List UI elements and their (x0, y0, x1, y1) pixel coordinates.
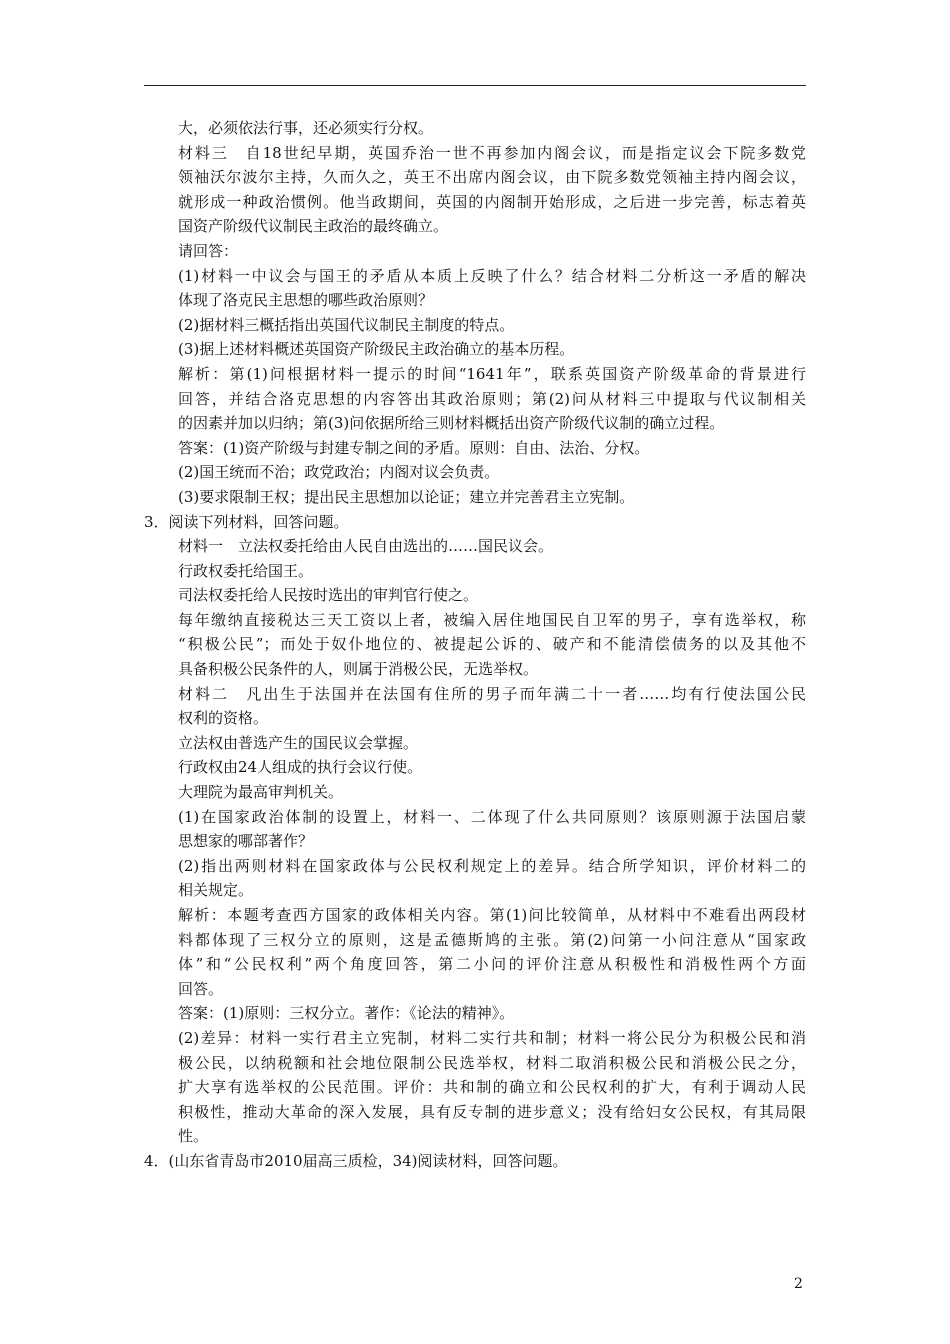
text-line: 每年缴纳直接税达三天工资以上者，被编入居住地国民自卫军的男子，享有选举权，称 (178, 610, 806, 629)
text-line: 大，必须依法行事，还必须实行分权。 (178, 119, 434, 137)
text-line: 解析：本题考查西方国家的政体相关内容。第(1)问比较简单，从材料中不难看出两段材 (178, 906, 806, 924)
text-line: 领袖沃尔波尔主持，久而久之，英王不出席内阁会议，由下院多数党领袖主持内阁会议， (178, 168, 806, 187)
text-line: 3．阅读下列材料，回答问题。 (144, 512, 349, 531)
text-line: 材料二 凡出生于法国并在法国有住所的男子而年满二十一者……均有行使法国公民 (178, 684, 806, 703)
text-line: 相关规定。 (178, 881, 254, 900)
text-line: (2)国王统而不治；政党政治；内阁对议会负责。 (178, 463, 500, 482)
text-line: “积极公民”；而处于奴仆地位的、被提起公诉的、破产和不能清偿债务的以及其他不 (178, 635, 806, 654)
text-line: 的因素并加以归纳；第(3)问依据所给三则材料概括出资产阶级代议制的确立过程。 (178, 414, 725, 433)
text-line: 材料一 立法权委托给由人民自由选出的……国民议会。 (178, 537, 554, 556)
text-line: 极公民，以纳税额和社会地位限制公民选举权，材料二取消积极公民和消极公民之分， (178, 1053, 806, 1072)
text-line: (1)材料一中议会与国王的矛盾从本质上反映了什么？结合材料二分析这一矛盾的解决 (178, 266, 806, 285)
text-line: 性。 (178, 1127, 209, 1146)
text-line: 立法权由普选产生的国民议会掌握。 (178, 733, 419, 752)
text-line: 4．(山东省青岛市2010届高三质检，34)阅读材料，回答问题。 (144, 1151, 568, 1170)
text-line: 思想家的哪部著作？ (178, 832, 314, 851)
text-line: 解析：第(1)问根据材料一提示的时间“1641年”，联系英国资产阶级革命的背景进行 (178, 364, 806, 383)
text-line: (2)据材料三概括指出英国代议制民主制度的特点。 (178, 315, 515, 334)
text-line: (2)指出两则材料在国家政体与公民权利规定上的差异。结合所学知识，评价材料二的 (178, 856, 806, 875)
text-line: (3)要求限制王权；提出民主思想加以论证；建立并完善君主立宪制。 (178, 487, 635, 506)
text-line: 回答，并结合洛克思想的内容答出其政治原则；第(2)问从材料三中提取与代议制相关 (178, 389, 806, 408)
text-line: 积极性，推动大革命的深入发展，具有反专制的进步意义；没有给妇女公民权，有其局限 (178, 1102, 806, 1121)
page-number: 2 (794, 1276, 803, 1292)
text-line: 权利的资格。 (178, 709, 269, 728)
text-line: 料都体现了三权分立的原则，这是孟德斯鸠的主张。第(2)问第一小问注意从“国家政 (178, 930, 806, 949)
text-line: 国资产阶级代议制民主政治的最终确立。 (178, 217, 449, 236)
document-body (144, 116, 806, 1174)
text-line: 答案：(1)资产阶级与封建专制之间的矛盾。原则：自由、法治、分权。 (178, 438, 650, 457)
text-line: 行政权委托给国王。 (178, 561, 314, 580)
text-line: 就形成一种政治惯例。他当政期间，英国的内阁制开始形成，之后进一步完善，标志着英 (178, 192, 806, 211)
text-line: 请回答： (178, 241, 239, 260)
text-line: 体”和“公民权利”两个角度回答，第二小问的评价注意从积极性和消极性两个方面 (178, 955, 806, 974)
text-line: (3)据上述材料概述英国资产阶级民主政治确立的基本历程。 (178, 340, 575, 359)
header-rule (144, 85, 806, 86)
text-line: 司法权委托给人民按时选出的审判官行使之。 (178, 586, 479, 605)
text-line: 回答。 (178, 979, 224, 998)
text-line: 行政权由24人组成的执行会议行使。 (178, 758, 423, 777)
text-line: 答案：(1)原则：三权分立。著作：《论法的精神》。 (178, 1004, 515, 1023)
text-line: (1)在国家政治体制的设置上，材料一、二体现了什么共同原则？该原则源于法国启蒙 (178, 807, 806, 826)
text-line: 大理院为最高审判机关。 (178, 783, 344, 802)
text-line: 体现了洛克民主思想的哪些政治原则？ (178, 291, 434, 310)
text-line: 具备积极公民条件的人，则属于消极公民，无选举权。 (178, 660, 539, 679)
text-line: 扩大享有选举权的公民范围。评价：共和制的确立和公民权利的扩大，有利于调动人民 (178, 1078, 806, 1097)
text-line: (2)差异：材料一实行君主立宪制，材料二实行共和制；材料一将公民分为积极公民和消 (178, 1028, 806, 1047)
text-line: 材料三 自18世纪早期，英国乔治一世不再参加内阁会议，而是指定议会下院多数党 (178, 143, 806, 162)
